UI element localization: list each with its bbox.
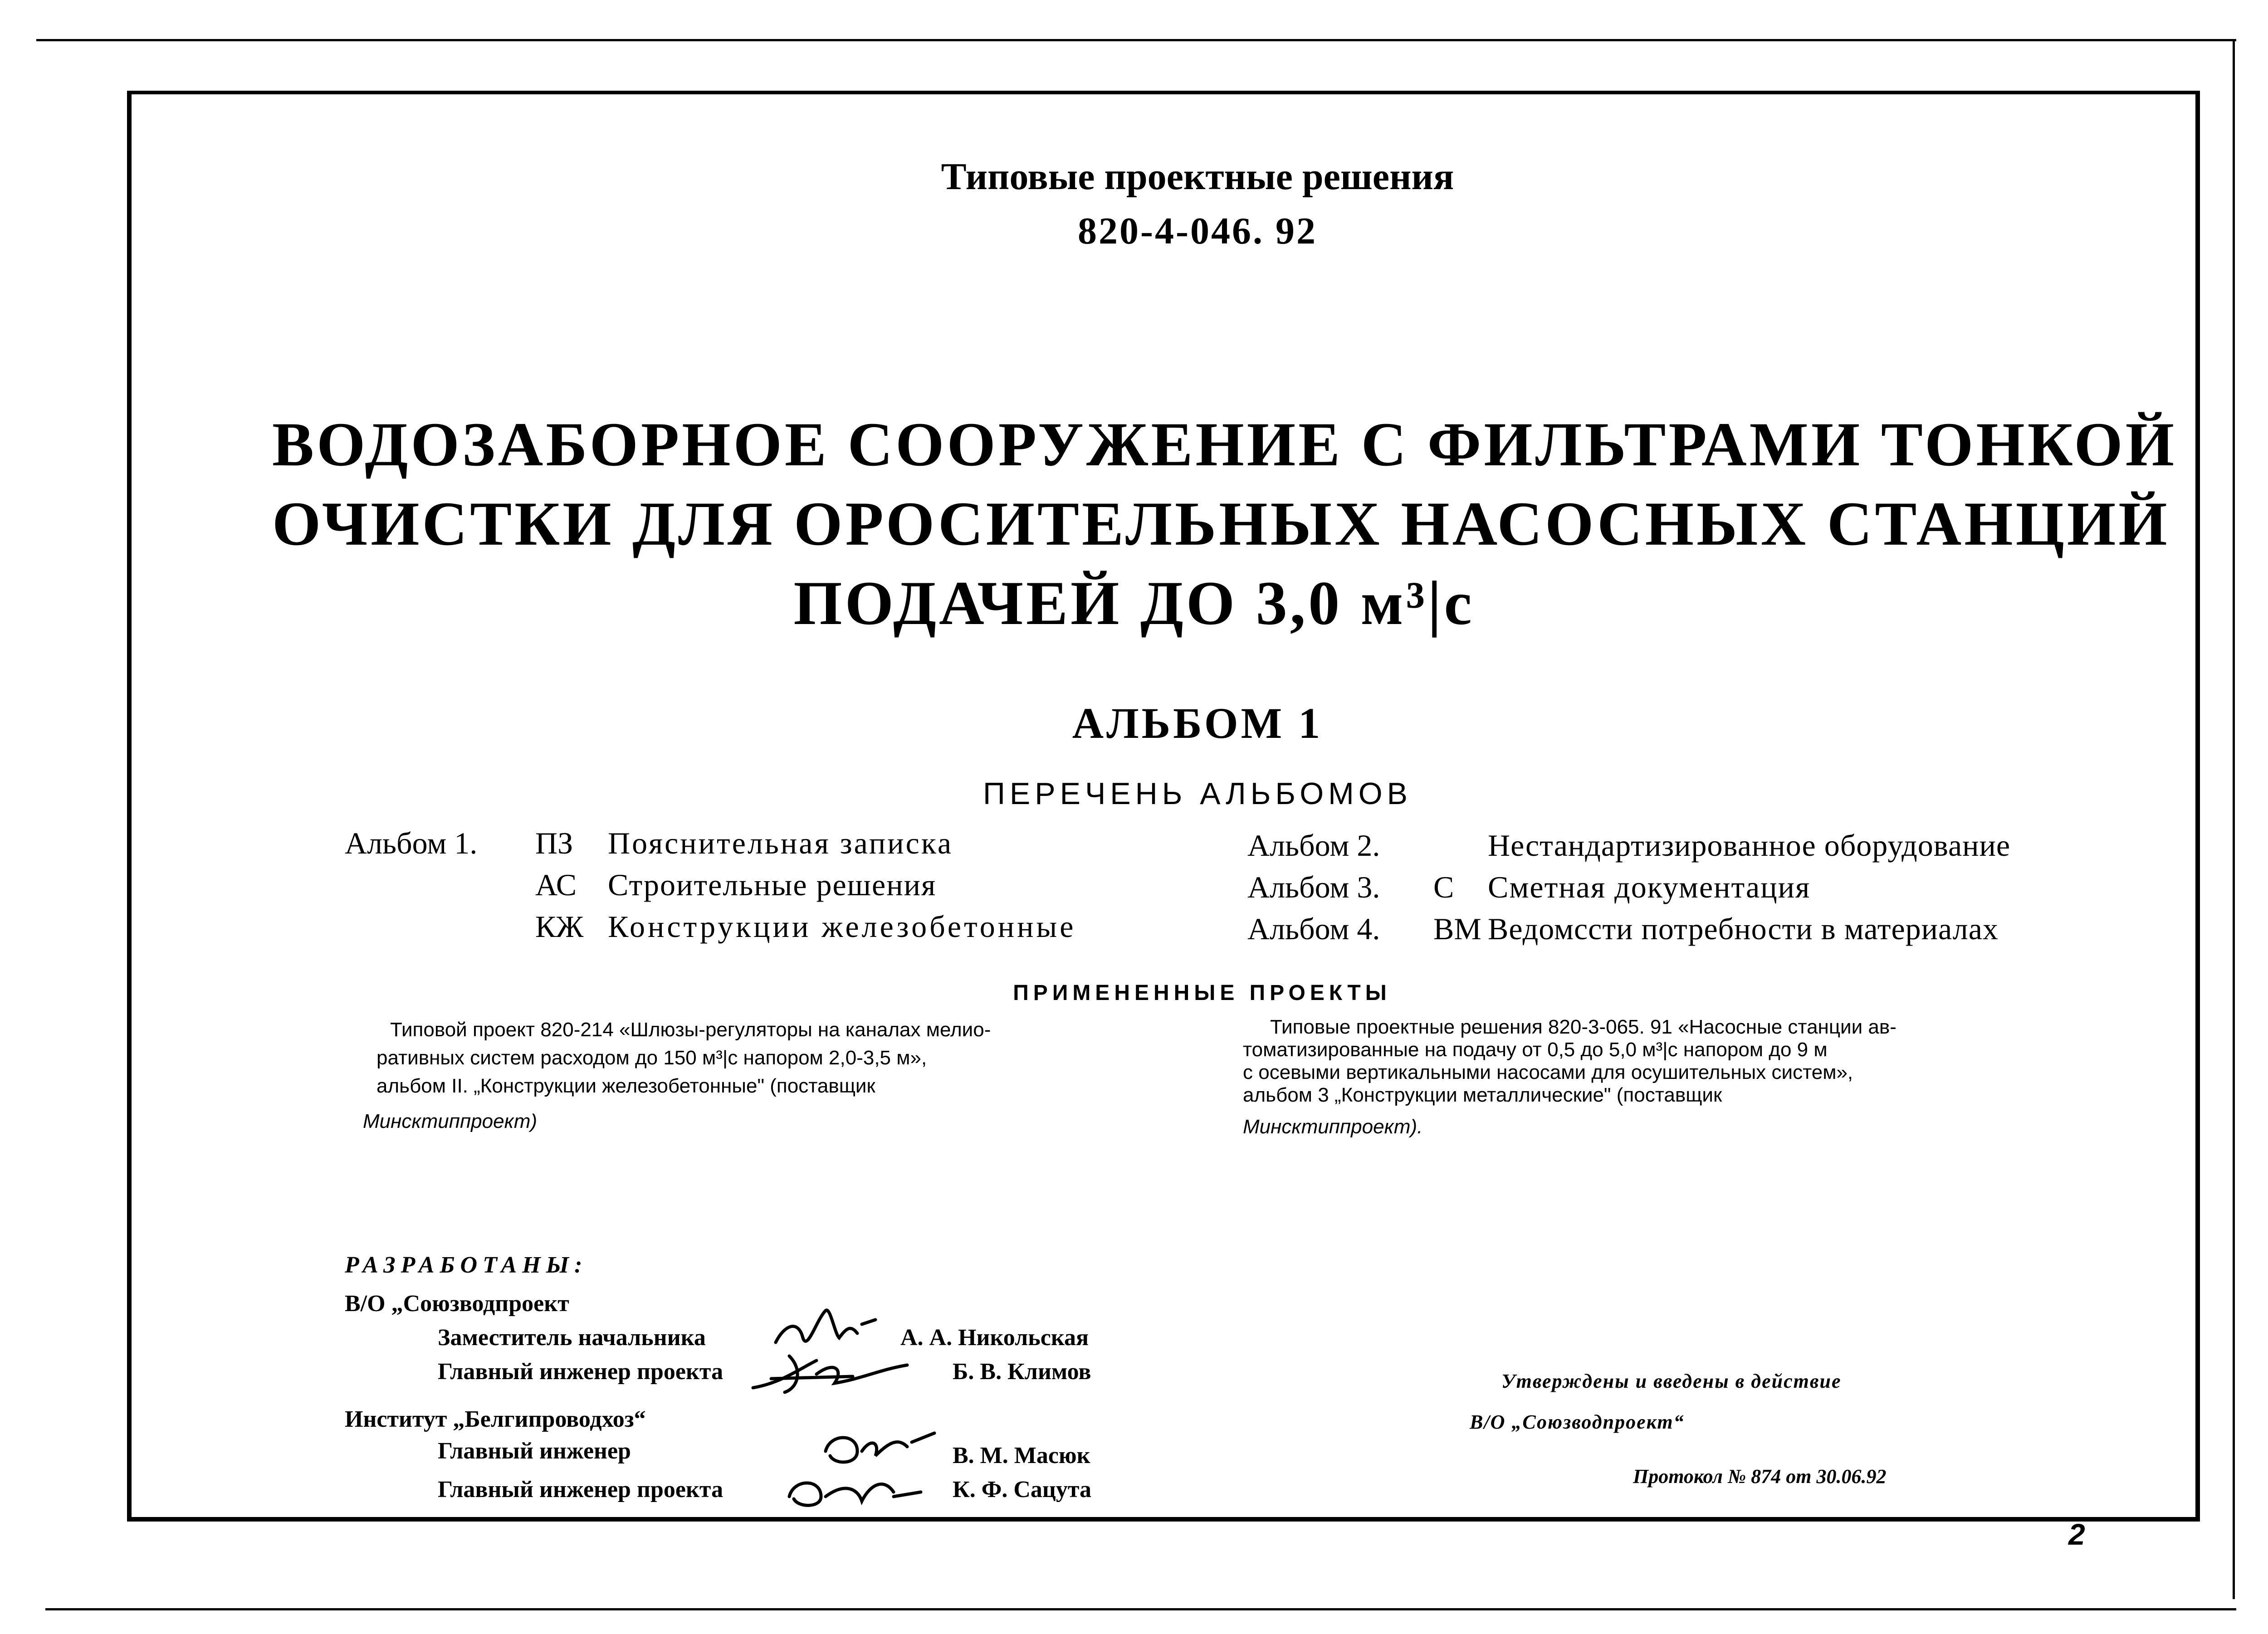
signer-person: А. А. Никольская: [900, 1325, 1089, 1351]
header-subtitle: Типовые проектные решения: [941, 156, 1454, 198]
album-row: [345, 825, 1207, 866]
developed-org-2: Институт „Белгипроводхоз“: [345, 1406, 646, 1432]
album-name: Нестандартизированное оборудование: [1488, 828, 2011, 863]
applied-right-line: Минсктиппроект).: [1243, 1116, 1423, 1138]
page-number: 2: [2068, 1517, 2085, 1551]
album-code: ПЗ: [535, 826, 573, 860]
album-label: Альбом 4.: [1247, 912, 1380, 946]
applied-left-line: альбом II. „Конструкции железобетонные" (поставщик: [376, 1075, 875, 1097]
album-row: [1247, 869, 2064, 910]
developed-heading: РАЗРАБОТАНЫ:: [345, 1252, 588, 1278]
album-code: КЖ: [535, 909, 584, 944]
album-code: ВМ: [1433, 912, 1481, 946]
album-name: Пояснительная записка: [608, 826, 953, 860]
applied-right-line: томатизированные на подачу от 0,5 до 5,0 м³|с напором до 9 м: [1243, 1039, 1828, 1061]
signature-2: [744, 1342, 934, 1401]
applied-projects-right: [1243, 1016, 2023, 1138]
applied-projects-heading: ПРИМЕНЕННЫЕ ПРОЕКТЫ: [1013, 981, 1391, 1005]
album-name: Сметная документация: [1488, 870, 1811, 904]
developed-org-1: В/О „Союзводпроект: [345, 1291, 569, 1317]
approval-line-2: В/О „Союзводпроект“: [1470, 1411, 1685, 1433]
applied-right-line: альбом 3 „Конструкции металлические" (поставщик: [1243, 1084, 1722, 1106]
signer-person: В. М. Масюк: [953, 1443, 1090, 1468]
album-number: АЛЬБОМ 1: [1072, 699, 1323, 747]
album-code: АС: [535, 868, 577, 902]
album-row: [1247, 828, 2064, 868]
signature-4: [780, 1465, 934, 1515]
signer-role: Главный инженер проекта: [438, 1477, 723, 1502]
album-label: Альбом 1.: [345, 826, 478, 860]
top-edge-line: [36, 39, 2236, 41]
header-code: 820-4-046. 92: [1078, 210, 1317, 252]
title-line-1: ВОДОЗАБОРНОЕ СООРУЖЕНИЕ С ФИЛЬТРАМИ ТОНКОЙ: [272, 410, 2177, 479]
album-row: [345, 909, 1207, 950]
album-code: С: [1433, 870, 1454, 904]
applied-left-line: Типовой проект 820-214 «Шлюзы-регуляторы на каналах мелио-: [390, 1019, 991, 1041]
album-row: [1247, 911, 2064, 952]
approval-line-1: Утверждены и введены в действие: [1501, 1370, 1842, 1392]
applied-right-line: с осевыми вертикальными насосами для осушительных систем»,: [1243, 1061, 1853, 1083]
signer-person: К. Ф. Сацута: [953, 1477, 1092, 1502]
signer-role: Главный инженер проекта: [438, 1359, 723, 1385]
signer-person: Б. В. Климов: [953, 1359, 1091, 1385]
applied-right-line: Типовые проектные решения 820-3-065. 91 «Насосные станции ав-: [1270, 1016, 1897, 1038]
signer-role: Заместитель начальника: [438, 1325, 706, 1351]
applied-left-line: Минсктиппроект): [363, 1110, 538, 1132]
album-row: [345, 867, 1207, 908]
albums-list-heading: ПЕРЕЧЕНЬ АЛЬБОМОВ: [983, 776, 1412, 811]
album-label: Альбом 3.: [1247, 870, 1380, 904]
album-name: Ведомссти потребности в материалах: [1488, 912, 1999, 946]
approval-protocol: Протокол № 874 от 30.06.92: [1633, 1465, 1887, 1488]
applied-left-line: ративных систем расходом до 150 м³|с напором 2,0-3,5 м»,: [376, 1047, 927, 1069]
signer-role: Главный инженер: [438, 1438, 631, 1464]
bottom-edge-line: [45, 1608, 2236, 1610]
album-name: Конструкции железобетонные: [608, 909, 1076, 944]
album-name: Строительные решения: [608, 868, 937, 902]
title-line-3: ПОДАЧЕЙ ДО 3,0 м³|с: [793, 568, 1475, 638]
title-line-2: ОЧИСТКИ ДЛЯ ОРОСИТЕЛЬНЫХ НАСОСНЫХ СТАНЦИЙ: [272, 489, 2170, 558]
applied-projects-left: [363, 1016, 1198, 1136]
right-edge-line: [2233, 39, 2235, 1599]
album-label: Альбом 2.: [1247, 828, 1380, 863]
